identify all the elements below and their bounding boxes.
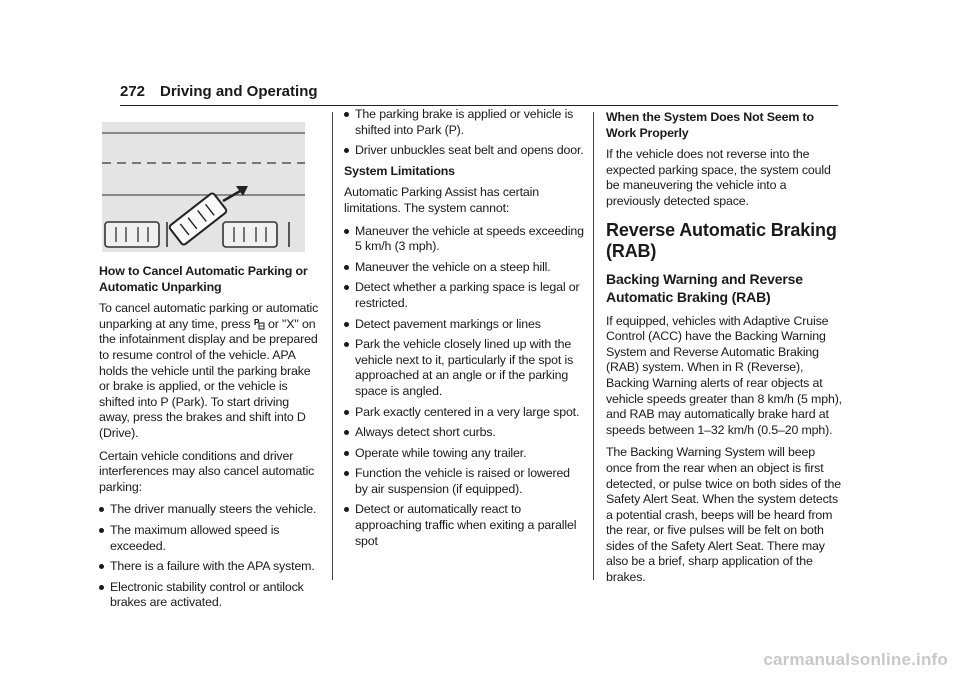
list-item: The maximum allowed speed is exceeded. bbox=[99, 523, 321, 554]
parked-car-right bbox=[223, 222, 277, 247]
parked-car-left bbox=[105, 222, 159, 247]
park-assist-icon bbox=[254, 318, 265, 330]
page-header bbox=[120, 81, 838, 106]
list-item: Detect whether a parking space is legal or restricted. bbox=[344, 280, 584, 311]
list-item: Always detect short curbs. bbox=[344, 425, 584, 441]
column-divider bbox=[593, 112, 594, 580]
list-item: Driver unbuckles seat belt and opens door. bbox=[344, 143, 584, 159]
list-item: Maneuver the vehicle on a steep hill. bbox=[344, 260, 584, 276]
limitations-heading: System Limitations bbox=[344, 163, 455, 178]
section-title: Driving and Operating bbox=[160, 83, 318, 100]
cancel-text-start: To cancel automatic parking or automatic unparking at any time, press bbox=[99, 301, 319, 331]
cancel-text-end: or "X" on the infotainment display and be prepared to resume control of the vehicle. APA holds the vehicle until the parking brake or brake is applied, or the vehicle is shifted into P (Park). To start driving away, press the brakes and shift into D (Drive). bbox=[99, 316, 318, 440]
list-item: Electronic stability control or antilock brakes are activated. bbox=[99, 580, 321, 611]
backing-warning-heading: Backing Warning and Reverse Automatic Braking (RAB) bbox=[606, 270, 803, 305]
cancel-conditions-list-continued bbox=[344, 107, 584, 159]
cancel-paragraph bbox=[99, 301, 321, 441]
list-item: The parking brake is applied or vehicle is shifted into Park (P). bbox=[344, 107, 584, 138]
watermark: carmanualsonline.info bbox=[763, 650, 948, 669]
column-3 bbox=[606, 110, 842, 593]
conditions-paragraph: Certain vehicle conditions and driver interferences may also cancel automatic parking: bbox=[99, 448, 315, 494]
rab-section-heading: Reverse Automatic Braking (RAB) bbox=[606, 219, 837, 261]
list-item: The driver manually steers the vehicle. bbox=[99, 502, 321, 518]
list-item: Park the vehicle closely lined up with the vehicle next to it, particularly if the spot is approached at an angle or if the parking space is angled. bbox=[344, 337, 584, 399]
cancel-heading: How to Cancel Automatic Parking or Automatic Unparking bbox=[99, 264, 308, 294]
column-2 bbox=[344, 107, 584, 554]
list-item: Detect pavement markings or lines bbox=[344, 317, 584, 333]
list-item: Park exactly centered in a very large spot. bbox=[344, 405, 584, 421]
page-number: 272 bbox=[120, 83, 146, 100]
not-work-paragraph: If the vehicle does not reverse into the expected parking space, the system could be maneuvering the vehicle into a previously detected space. bbox=[606, 147, 831, 208]
list-item: Function the vehicle is raised or lowered by air suspension (if equipped). bbox=[344, 466, 584, 497]
cancel-conditions-list bbox=[99, 502, 321, 611]
list-item: Operate while towing any trailer. bbox=[344, 446, 584, 462]
list-item: There is a failure with the APA system. bbox=[99, 559, 321, 575]
not-work-heading: When the System Does Not Seem to Work Properly bbox=[606, 110, 814, 140]
column-1 bbox=[99, 112, 321, 616]
limitations-list bbox=[344, 224, 584, 550]
rab-paragraph-1: If equipped, vehicles with Adaptive Cruise Control (ACC) have the Backing Warning System and Reverse Automatic Braking (RAB) system. When in R (Reverse), Backing Warning alerts of rear objects at vehicle speeds greater than 8 km/h (5 mph), and RAB may automatically brake hard at speeds between 1–32 km/h (0.5–20 mph). bbox=[606, 313, 842, 437]
parking-maneuver-illustration-icon bbox=[102, 122, 305, 252]
rab-paragraph-2: The Backing Warning System will beep once from the rear when an object is first detected, or pulse twice on both sides of the Safety Alert Seat. When the system detects a potential crash, beeps will be heard from the rear, or five pulses will be felt on both sides of the Safety Alert Seat. There may also be a brief, sharp application of the brakes. bbox=[606, 445, 842, 585]
list-item: Detect or automatically react to approaching traffic when exiting a parallel spot bbox=[344, 502, 584, 549]
list-item: Maneuver the vehicle at speeds exceeding 5 km/h (3 mph). bbox=[344, 224, 584, 255]
column-divider bbox=[332, 112, 333, 580]
limitations-paragraph: Automatic Parking Assist has certain limitations. The system cannot: bbox=[344, 185, 540, 215]
svg-text:P: P bbox=[253, 317, 259, 327]
